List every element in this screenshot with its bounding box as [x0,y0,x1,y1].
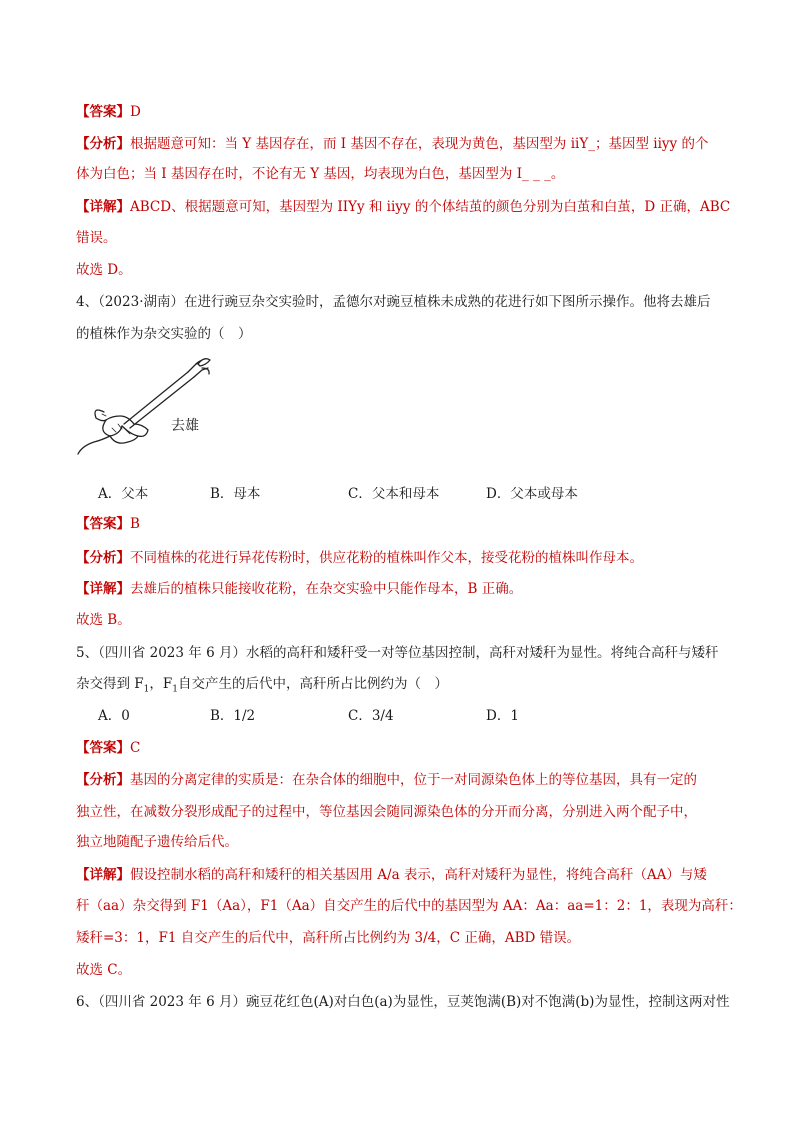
q5-detail-line-3: 矮秆=3：1，F1 自交产生的后代中，高秆所占比例约为 3/4，C 正确，ABD 错误。 [76,930,581,946]
q5-answer-line [76,737,736,759]
detail-tag: 【详解】 [76,867,130,883]
stem-part-a: 杂交得到 F [76,676,144,692]
option-d: D．1 [486,708,519,724]
q4-stem-line-1: 4、（2023·湖南）在进行豌豆杂交实验时，孟德尔对豌豆植株未成熟的花进行如下图所示操作。他将去雄后 [76,294,711,310]
answer-value: C [130,740,141,756]
q5-analysis-line-3: 独立地随配子遗传给后代。 [76,834,238,850]
q4-detail-line-1 [76,578,736,600]
analysis-text: 基因的分离定律的实质是：在杂合体的细胞中，位于一对同源染色体上的等位基因，具有一定的 [130,772,697,788]
analysis-text: 不同植株的花进行异花传粉时，供应花粉的植株叫作父本，接受花粉的植株叫作母本。 [130,550,643,566]
q5-stem-line-2 [76,673,736,695]
analysis-tag: 【分析】 [76,550,130,566]
q4-answer-line [76,513,736,535]
answer-value: D [130,104,141,120]
option-c: C．3/4 [348,708,394,724]
stem-part-b: ，F [149,676,173,692]
option-c: C．父本和母本 [348,486,440,502]
q4-analysis-line-1 [76,547,736,569]
analysis-tag: 【分析】 [76,136,130,152]
q5-detail-line-2: 秆（aa）杂交得到 F1（Aa），F1（Aa）自交产生的后代中的基因型为 AA：Aa：aa=1：2：1，表现为高秆： [76,898,742,914]
q5-conclusion: 故选 C。 [76,962,132,978]
q3-analysis-line-1 [76,133,736,155]
detail-text: 去雄后的植株只能接收花粉，在杂交实验中只能作母本，B 正确。 [130,581,523,597]
q3-conclusion: 故选 D。 [76,262,132,278]
option-b: B．1/2 [210,708,256,724]
q3-detail-line-1 [76,196,736,218]
figure-label: 去雄 [171,418,199,434]
answer-value: B [130,516,140,532]
q6-stem-line-1: 6、（四川省 2023 年 6 月）豌豆花红色(A)对白色(a)为显性，豆荚饱满(B)对不饱满(b)为显性，控制这两对性 [76,994,730,1010]
q5-detail-line-1 [76,864,736,886]
option-b: B．母本 [210,486,261,502]
answer-tag: 【答案】 [76,104,130,120]
option-a: A．父本 [98,486,149,502]
stem-part-c: 自交产生的后代中，高秆所占比例约为（ ） [178,676,449,692]
q3-answer-line [76,101,736,123]
detail-tag: 【详解】 [76,199,130,215]
emasculation-figure [76,350,226,456]
option-d: D．父本或母本 [486,486,578,502]
detail-text: 假设控制水稻的高秆和矮秆的相关基因用 A/a 表示，高秆对矮秆为显性，将纯合高秆（AA）与矮 [130,867,707,883]
answer-tag: 【答案】 [76,516,130,532]
flower-stem [78,436,110,454]
option-a: A．0 [98,708,130,724]
analysis-tag: 【分析】 [76,772,130,788]
q4-stem-line-2: 的植株作为杂交实验的（ ） [76,326,252,342]
stem-sub-2: 1 [172,684,179,695]
q5-stem-line-1: 5、（四川省 2023 年 6 月）水稻的高秆和矮秆受一对等位基因控制，高秆对矮秆为显性。将纯合高秆与矮秆 [76,645,719,661]
detail-tag: 【详解】 [76,581,130,597]
q5-analysis-line-1 [76,769,736,791]
stem-sub-1: 1 [143,684,150,695]
detail-text: ABCD、根据题意可知，基因型为 IIYy 和 iiyy 的个体结茧的颜色分别为白茧和白茧，D 正确，ABC [130,199,731,215]
q3-analysis-line-2: 体为白色；当 I 基因存在时，不论有无 Y 基因，均表现为白色，基因型为 I_ _ _。 [76,166,565,182]
analysis-text: 根据题意可知：当 Y 基因存在，而 I 基因不存在，表现为黄色，基因型为 iiY_；基因型 iiyy 的个 [130,136,709,152]
q4-conclusion: 故选 B。 [76,612,131,628]
answer-tag: 【答案】 [76,740,130,756]
q3-detail-line-2: 错误。 [76,230,117,246]
q5-analysis-line-2: 独立性，在减数分裂形成配子的过程中，等位基因会随同源染色体的分开而分离，分别进入两个配子中， [76,804,697,820]
